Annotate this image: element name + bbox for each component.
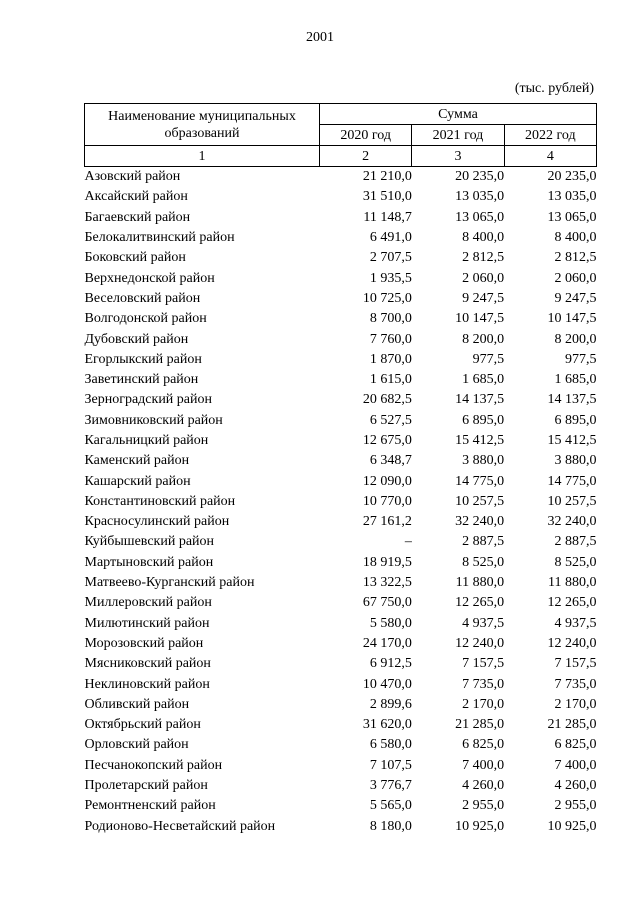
table-row — [85, 817, 597, 837]
table-row — [85, 796, 597, 816]
table-row — [85, 593, 597, 613]
municipality-name: Красносулинский район — [84, 514, 230, 530]
value-2022: 2 060,0 — [554, 270, 597, 286]
municipality-name: Егорлыкский район — [84, 351, 202, 367]
municipality-name: Заветинский район — [84, 372, 199, 388]
value-2020: 12 675,0 — [362, 433, 412, 448]
header-year-2022: 2022 год — [504, 125, 596, 146]
value-2020: 6 912,5 — [369, 656, 412, 672]
value-2021: 7 157,5 — [462, 656, 505, 672]
value-2020: 1 615,0 — [369, 372, 412, 388]
value-2020: 8 700,0 — [369, 311, 412, 327]
value-2021: 10 147,5 — [455, 311, 505, 327]
value-2022: 2 887,5 — [554, 534, 597, 550]
value-2020: 7 107,5 — [369, 757, 412, 773]
value-2021: 7 735,0 — [462, 676, 505, 692]
value-2022: 15 412,5 — [547, 433, 597, 448]
value-2021: 2 812,5 — [462, 250, 505, 266]
table-row — [85, 492, 597, 512]
table-row — [85, 674, 597, 694]
municipality-name: Орловский район — [84, 737, 189, 753]
value-2021: 2 955,0 — [462, 798, 505, 814]
table-row — [85, 553, 597, 573]
value-2022: 9 247,5 — [554, 290, 597, 306]
municipality-name: Октябрьский район — [84, 717, 201, 733]
value-2021: 2 060,0 — [462, 270, 505, 286]
value-2020: 20 682,5 — [362, 392, 412, 408]
value-2021: 4 260,0 — [462, 778, 505, 794]
value-2021: 7 400,0 — [462, 757, 505, 773]
table-row — [85, 634, 597, 654]
value-2021: 8 400,0 — [462, 230, 505, 246]
table-row — [85, 715, 597, 735]
municipality-name: Куйбышевский район — [84, 534, 215, 550]
value-2022: 21 285,0 — [547, 717, 597, 733]
table-row — [85, 695, 597, 715]
table-body — [85, 167, 597, 837]
value-2021: 2 887,5 — [462, 534, 505, 550]
municipality-name: Неклиновский район — [84, 676, 210, 692]
municipality-name: Мясниковский район — [84, 656, 211, 672]
value-2021: 12 240,0 — [455, 635, 505, 651]
municipality-name: Белокалитвинский район — [84, 230, 235, 246]
municipality-name: Кагальницкий район — [84, 433, 209, 448]
header-col-number: 4 — [504, 146, 596, 167]
value-2020: 10 725,0 — [362, 290, 412, 306]
municipality-name: Дубовский район — [84, 331, 189, 347]
value-2021: 10 925,0 — [455, 818, 505, 834]
value-2020: 3 776,7 — [369, 778, 412, 794]
table-row — [85, 370, 597, 390]
value-2022: 32 240,0 — [547, 514, 597, 530]
table-row — [85, 228, 597, 248]
units-label: (тыс. рублей) — [514, 81, 594, 96]
value-2020: 6 491,0 — [369, 230, 412, 246]
table-row — [85, 248, 597, 268]
value-2021: 12 265,0 — [455, 595, 505, 611]
value-2020: 21 210,0 — [362, 169, 412, 185]
value-2021: 11 880,0 — [455, 575, 505, 591]
value-2020: 2 899,6 — [369, 696, 412, 712]
value-2021: 8 525,0 — [462, 554, 505, 570]
value-2021: 21 285,0 — [455, 717, 505, 733]
municipality-name: Веселовский район — [84, 290, 201, 306]
value-2020: 24 170,0 — [362, 635, 412, 651]
value-2021: 2 170,0 — [462, 696, 505, 712]
value-2022: 1 685,0 — [554, 372, 597, 388]
table-row — [85, 431, 597, 451]
value-2022: 14 775,0 — [547, 473, 597, 489]
municipality-name: Аксайский район — [84, 189, 188, 205]
municipality-name: Миллеровский район — [84, 595, 212, 611]
table-row — [85, 776, 597, 796]
table-row — [85, 573, 597, 593]
value-2020: 27 161,2 — [362, 514, 412, 530]
value-2022: 7 735,0 — [554, 676, 597, 692]
value-2020: 5 580,0 — [369, 615, 412, 631]
municipality-name: Зерноградский район — [84, 392, 212, 408]
value-2020: 67 750,0 — [362, 595, 412, 611]
value-2022: 10 925,0 — [547, 818, 597, 834]
header-year-2021: 2021 год — [412, 125, 504, 146]
value-2022: 7 157,5 — [554, 656, 597, 672]
value-2020: 13 322,5 — [362, 575, 412, 591]
table-row — [85, 350, 597, 370]
municipality-name: Обливский район — [84, 696, 190, 712]
value-2020: 11 148,7 — [363, 209, 412, 225]
value-2021: 32 240,0 — [455, 514, 505, 530]
value-2022: 12 265,0 — [547, 595, 597, 611]
value-2021: 3 880,0 — [462, 453, 505, 469]
value-2022: 6 825,0 — [554, 737, 597, 753]
value-2022: 11 880,0 — [548, 575, 597, 591]
value-2020: 7 760,0 — [369, 331, 412, 347]
municipality-name: Боковский район — [84, 250, 186, 266]
municipality-name: Кашарский район — [84, 473, 191, 489]
municipality-name: Пролетарский район — [84, 778, 208, 794]
table-row — [85, 614, 597, 634]
value-2021: 9 247,5 — [462, 290, 505, 306]
value-2021: 14 775,0 — [455, 473, 505, 489]
municipality-name: Ремонтненский район — [84, 798, 216, 814]
table-row — [85, 208, 597, 228]
value-2022: 10 147,5 — [547, 311, 597, 327]
value-2020: 12 090,0 — [362, 473, 412, 489]
value-2021: 6 825,0 — [462, 737, 505, 753]
value-2020: 18 919,5 — [362, 554, 412, 570]
value-2022: 4 260,0 — [554, 778, 597, 794]
value-2021: 1 685,0 — [462, 372, 505, 388]
value-2021: 13 035,0 — [455, 189, 505, 205]
header-sum: Сумма — [320, 104, 597, 125]
municipality-name: Милютинский район — [84, 615, 210, 631]
value-2020: 10 470,0 — [362, 676, 412, 692]
municipality-name: Морозовский район — [84, 635, 204, 651]
value-2022: 8 400,0 — [554, 230, 597, 246]
value-2022: 2 955,0 — [554, 798, 597, 814]
value-2021: 20 235,0 — [455, 169, 505, 185]
table-row — [85, 735, 597, 755]
header-col-number: 2 — [320, 146, 412, 167]
table-row — [85, 654, 597, 674]
value-2021: 977,5 — [472, 351, 505, 367]
header-col-number: 3 — [412, 146, 504, 167]
value-2020: 1 935,5 — [369, 270, 412, 286]
value-2021: 13 065,0 — [455, 209, 505, 225]
value-2020: 6 580,0 — [369, 737, 412, 753]
value-2022: 3 880,0 — [554, 453, 597, 469]
municipality-name: Константиновский район — [84, 493, 236, 509]
value-2020: 1 870,0 — [369, 351, 412, 367]
header-col-number: 1 — [85, 146, 320, 167]
value-2022: 14 137,5 — [547, 392, 597, 408]
value-2021: 8 200,0 — [462, 331, 505, 347]
budget-table — [84, 103, 597, 837]
value-2021: 6 895,0 — [462, 412, 505, 428]
value-2021: 4 937,5 — [462, 615, 505, 631]
municipality-name: Верхнедонской район — [84, 270, 215, 286]
municipality-name: Мартыновский район — [84, 554, 214, 570]
value-2022: 8 525,0 — [554, 554, 597, 570]
value-2022: 2 170,0 — [554, 696, 597, 712]
value-2022: 10 257,5 — [547, 493, 597, 509]
value-2022: 4 937,5 — [554, 615, 597, 631]
municipality-name: Матвеево-Курганский район — [84, 575, 255, 591]
municipality-name: Волгодонской район — [84, 311, 207, 327]
municipality-name: Песчанокопский район — [84, 757, 223, 773]
value-2022: 12 240,0 — [547, 635, 597, 651]
value-2022: 8 200,0 — [554, 331, 597, 347]
value-2021: 15 412,5 — [455, 433, 505, 448]
value-2021: 10 257,5 — [455, 493, 505, 509]
table-row — [85, 532, 597, 552]
value-2020: 10 770,0 — [362, 493, 412, 509]
value-2022: 13 035,0 — [547, 189, 597, 205]
value-2021: 14 137,5 — [455, 392, 505, 408]
value-2020: 31 620,0 — [362, 717, 412, 733]
table-row — [85, 512, 597, 532]
table-row — [85, 471, 597, 491]
municipality-name: Багаевский район — [84, 209, 191, 225]
table-row — [85, 329, 597, 349]
table-row — [85, 289, 597, 309]
value-2022: 13 065,0 — [547, 209, 597, 225]
value-2020: 2 707,5 — [369, 250, 412, 266]
table-row — [85, 756, 597, 776]
municipality-name: Родионово-Несветайский район — [84, 818, 276, 834]
table-row — [85, 187, 597, 207]
value-2020: 6 527,5 — [369, 412, 412, 428]
header-year-2020: 2020 год — [320, 125, 412, 146]
municipality-name: Зимовниковский район — [84, 412, 223, 428]
value-2020: 31 510,0 — [362, 189, 412, 205]
municipality-name: Каменский район — [84, 453, 190, 469]
value-2022: 7 400,0 — [554, 757, 597, 773]
table-row — [85, 309, 597, 329]
value-2020: 5 565,0 — [369, 798, 412, 814]
table-row — [85, 451, 597, 471]
value-2022: 2 812,5 — [554, 250, 597, 266]
value-2022: 977,5 — [565, 351, 597, 367]
value-2022: 20 235,0 — [547, 169, 597, 185]
municipality-name: Азовский район — [84, 169, 181, 185]
value-2020: 8 180,0 — [369, 818, 412, 834]
table-row — [85, 268, 597, 288]
value-2022: 6 895,0 — [554, 412, 597, 428]
value-2020: – — [404, 534, 412, 550]
table-row — [85, 167, 597, 188]
page-number: 2001 — [306, 30, 334, 45]
header-municipality: Наименование муниципальных образований — [85, 104, 320, 146]
table-row — [85, 390, 597, 410]
value-2020: 6 348,7 — [369, 453, 412, 469]
table-row — [85, 411, 597, 431]
